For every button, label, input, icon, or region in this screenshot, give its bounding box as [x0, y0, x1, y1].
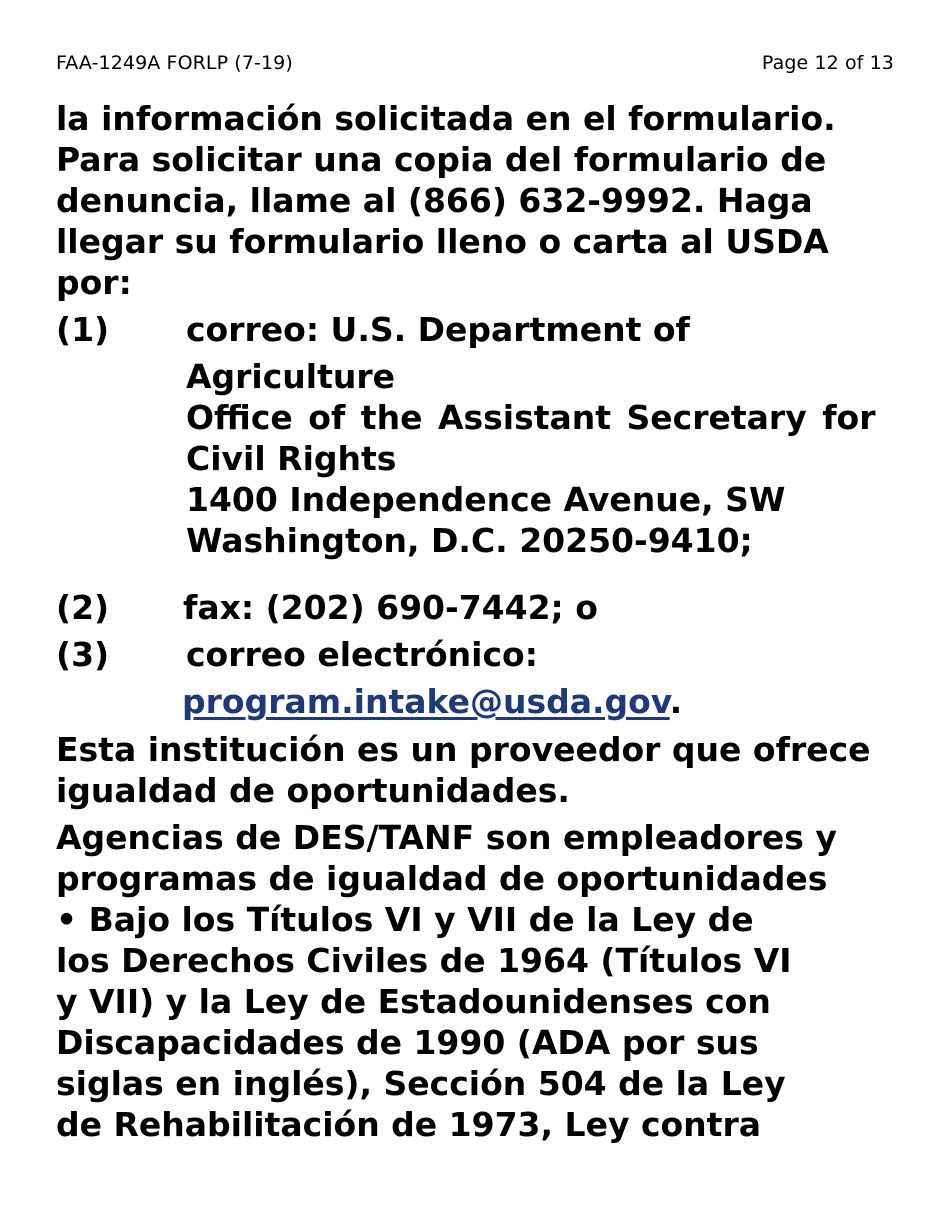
mail-line: Agriculture — [186, 357, 396, 396]
email-label: correo electrónico: — [186, 635, 538, 674]
item-number: (1) — [56, 310, 110, 349]
item-number: (3) — [56, 635, 110, 674]
item-number: (2) — [56, 588, 110, 627]
agencies-line: • Bajo los Títulos VI y VII de la Ley de — [56, 900, 754, 939]
mail-line: Washington, D.C. 20250-9410; — [186, 521, 753, 560]
agencies-line: y VII) y la Ley de Estadounidenses con — [56, 982, 771, 1021]
agencies-line: Agencias de DES/TANF son empleadores y — [56, 818, 837, 857]
intro-line: llegar su formulario lleno o carta al USDA — [56, 222, 829, 261]
statement-line: Esta institución es un proveedor que ofrece — [56, 730, 871, 769]
agencies-line: de Rehabilitación de 1973, Ley contra — [56, 1105, 761, 1144]
agencies-line: siglas en inglés), Sección 504 de la Ley — [56, 1064, 786, 1103]
email-trailing-period: . — [669, 682, 683, 721]
form-id: FAA-1249A FORLP (7-19) — [56, 52, 293, 74]
mail-line: 1400 Independence Avenue, SW — [186, 480, 786, 519]
email-line — [182, 681, 682, 722]
mail-line: Civil Rights — [186, 439, 397, 478]
intro-line: denuncia, llame al (866) 632-9992. Haga — [56, 181, 813, 220]
mail-line: correo: U.S. Department of — [186, 310, 690, 349]
agencies-line: Discapacidades de 1990 (ADA por sus — [56, 1023, 759, 1062]
mail-line: Office of the Assistant Secretary for — [186, 398, 876, 437]
statement-line: igualdad de oportunidades. — [56, 771, 570, 810]
intro-line: la información solicitada en el formulario. — [56, 99, 836, 138]
page-number: Page 12 of 13 — [761, 52, 894, 74]
intro-line: por: — [56, 263, 132, 302]
fax-text: fax: (202) 690-7442; o — [183, 588, 598, 627]
intro-line: Para solicitar una copia del formulario de — [56, 140, 827, 179]
agencies-line: los Derechos Civiles de 1964 (Títulos VI — [56, 941, 792, 980]
email-link[interactable]: program.intake@usda.gov — [182, 682, 670, 721]
agencies-line: programas de igualdad de oportunidades — [56, 859, 828, 898]
